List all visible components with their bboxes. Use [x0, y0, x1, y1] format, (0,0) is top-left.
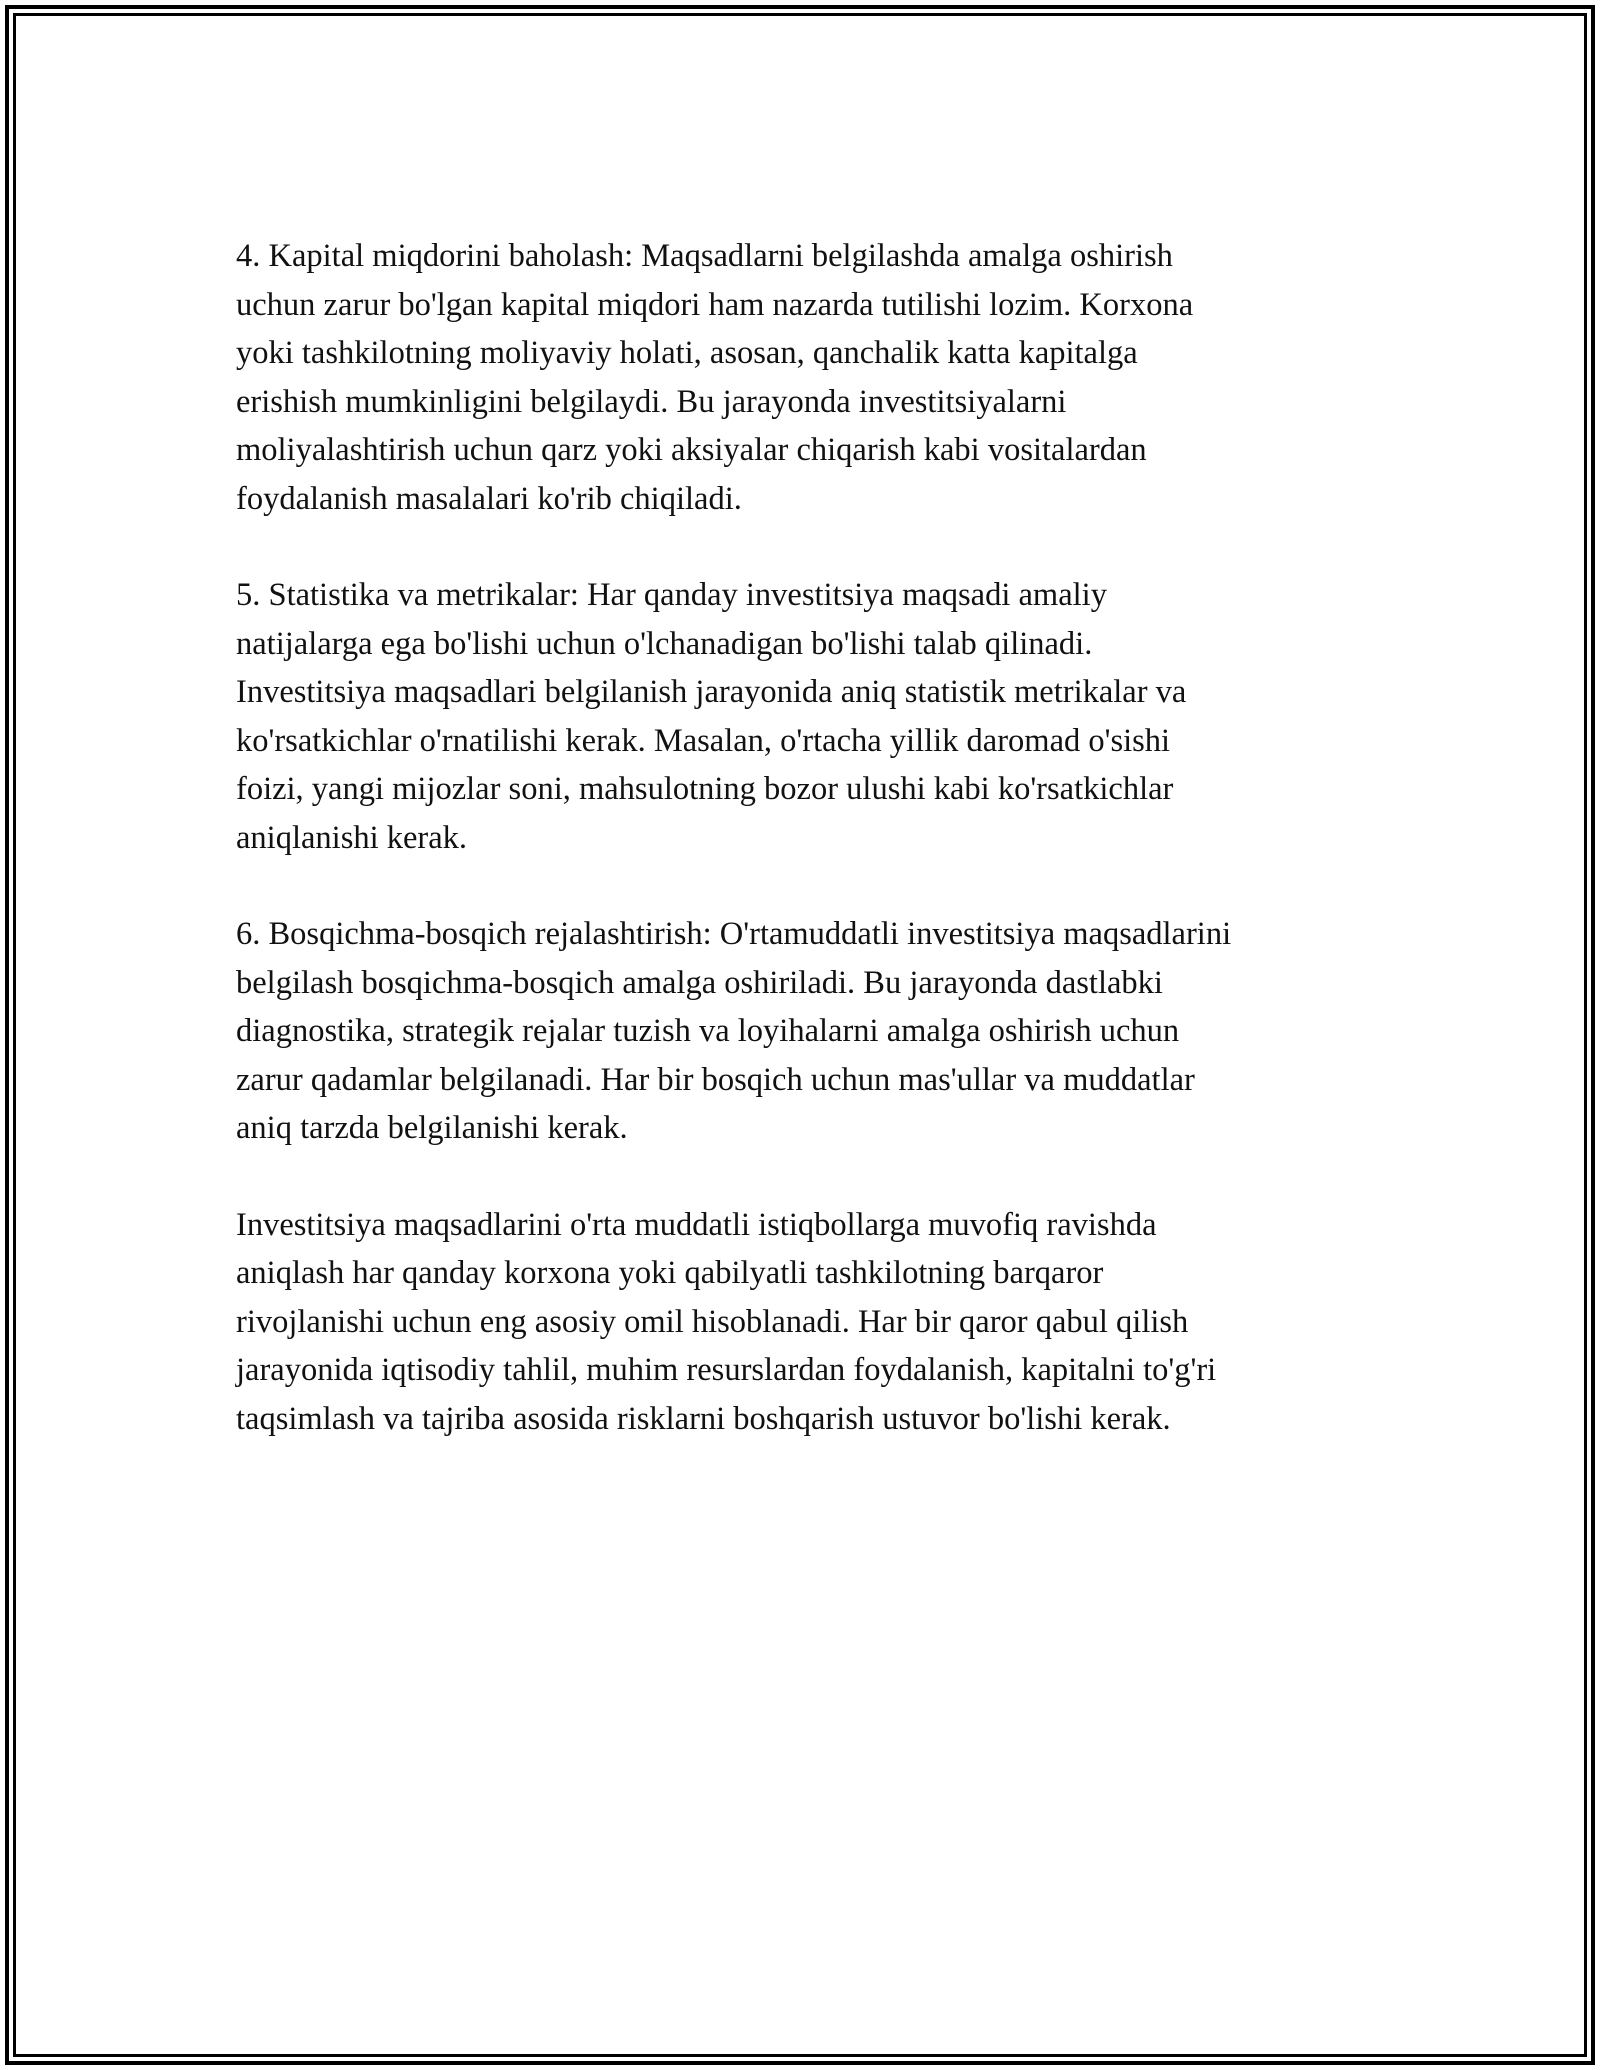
text-line: rivojlanishi uchun eng asosiy omil hisoblanadi. Har bir qaror qabul qilish [236, 1303, 1189, 1340]
paragraph-statistika-va-metrikalar [236, 571, 1396, 862]
text-line: Investitsiya maqsadlarini o'rta muddatli istiqbollarga muvofiq ravishda [236, 1206, 1157, 1243]
text-line: Investitsiya maqsadlari belgilanish jarayonida aniq statistik metrikalar va [236, 674, 1187, 710]
text-line: erishish mumkinligini belgilaydi. Bu jarayonda investitsiyalarni [236, 383, 1067, 420]
paragraph-bosqichma-bosqich-rejalashtirish [236, 910, 1396, 1153]
text-line: zarur qadamlar belgilanadi. Har bir bosqich uchun mas'ullar va muddatlar [236, 1061, 1195, 1098]
text-line: moliyalashtirish uchun qarz yoki aksiyalar chiqarish kabi vositalardan [236, 432, 1147, 468]
text-line: belgilash bosqichma-bosqich amalga oshiriladi. Bu jarayonda dastlabki [236, 964, 1163, 1001]
text-line: foydalanish masalalari ko'rib chiqiladi. [236, 480, 742, 517]
text-line: aniqlanishi kerak. [236, 819, 468, 856]
text-line: 6. Bosqichma-bosqich rejalashtirish: O'rtamuddatli investitsiya maqsadlarini [236, 916, 1232, 952]
text-line: uchun zarur bo'lgan kapital miqdori ham nazarda tutilishi lozim. Korxona [236, 286, 1194, 323]
text-line: 5. Statistika va metrikalar: Har qanday investitsiya maqsadi amaliy [236, 577, 1107, 613]
text-line: 4. Kapital miqdorini baholash: Maqsadlarni belgilashda amalga oshirish [236, 238, 1173, 274]
text-line: jarayonida iqtisodiy tahlil, muhim resurslardan foydalanish, kapitalni to'g'ri [236, 1352, 1217, 1388]
document-body [236, 232, 1396, 1491]
text-line: diagnostika, strategik rejalar tuzish va loyihalarni amalga oshirish uchun [236, 1013, 1180, 1049]
text-line: ko'rsatkichlar o'rnatilishi kerak. Masalan, o'rtacha yillik daromad o'sishi [236, 722, 1171, 759]
text-line: natijalarga ega bo'lishi uchun o'lchanadigan bo'lishi talab qilinadi. [236, 625, 1093, 662]
text-line: taqsimlash va tajriba asosida risklarni boshqarish ustuvor bo'lishi kerak. [236, 1400, 1171, 1437]
text-line: foizi, yangi mijozlar soni, mahsulotning bozor ulushi kabi ko'rsatkichlar [236, 771, 1174, 807]
text-line: aniq tarzda belgilanishi kerak. [236, 1110, 628, 1146]
text-line: aniqlash har qanday korxona yoki qabilyatli tashkilotning barqaror [236, 1255, 1104, 1291]
text-line: yoki tashkilotning moliyaviy holati, asosan, qanchalik katta kapitalga [236, 335, 1138, 371]
paragraph-kapital-miqdorini-baholash [236, 232, 1396, 523]
paragraph-conclusion [236, 1201, 1396, 1444]
